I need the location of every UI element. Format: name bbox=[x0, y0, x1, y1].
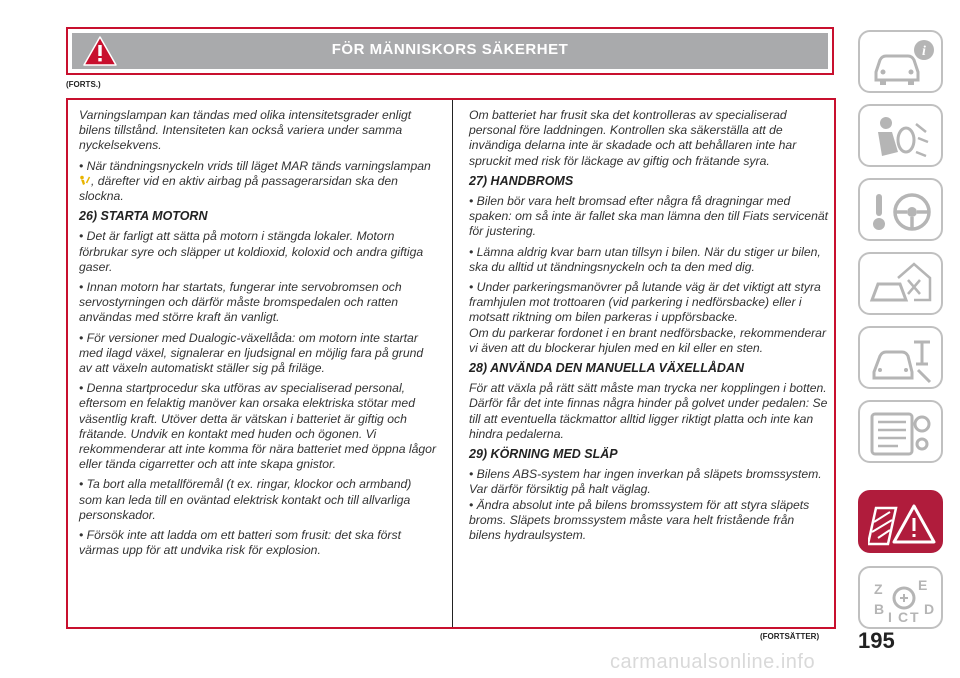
section-heading: 26) STARTA MOTORN bbox=[79, 209, 208, 224]
paragraph bbox=[79, 159, 437, 205]
page-number: 195 bbox=[858, 628, 895, 653]
paragraph: • För versioner med Dualogic-växellåda: om motorn inte startar med ilagd växel, signalerar en ljudsignal en möjlig fara på grund av att växeln automatiskt ställer sig på friläge. bbox=[79, 330, 424, 376]
paragraph: Varningslampan kan tändas med olika intensitetsgrader enligt bilens tillstånd. Intensiteten kan också variera under samma nyckelsekvens. bbox=[79, 108, 412, 153]
section-heading: 28) ANVÄNDA DEN MANUELLA VÄXELLÅDAN bbox=[469, 361, 745, 376]
side-tab-emergency[interactable] bbox=[858, 326, 943, 389]
svg-text:Z: Z bbox=[874, 581, 883, 597]
paragraph-text: • När tändningsnyckeln vrids till läget MAR tänds varningslampan bbox=[79, 158, 431, 173]
paragraph: • Ta bort alla metallföremål (t ex. ringar, klockor och armband) som kan leda till en oväntad elektrisk kontakt och till allvarliga personskador. bbox=[79, 477, 412, 522]
svg-text:D: D bbox=[924, 601, 935, 617]
side-tab-controls[interactable] bbox=[858, 178, 943, 241]
continues-label: (FORTSÄTTER) bbox=[760, 632, 820, 641]
paragraph-text: , därefter vid en aktiv airbag på passagerarsidan ska den slockna. bbox=[79, 173, 398, 204]
paragraph: • Denna startprocedur ska utföras av specialiserad personal, eftersom en felaktig manöver kan orsaka elektriska stötar med väsentlig kraft. Utöver detta är vätskan i batteriet är giftig och frätande. Undvik en kontakt med huden och ögonen. Vi rekommenderar att inte komma för nära batteriet med öppna lågor eller tända cigarretter och att inte skapa gnistor. bbox=[79, 381, 437, 472]
left-column bbox=[79, 108, 437, 563]
section-heading: 27) HANDBROMS bbox=[469, 173, 574, 188]
svg-text:E: E bbox=[918, 577, 928, 593]
paragraph: Om batteriet har frusit ska det kontrolleras av specialiserad personal före laddningen. Kontrollen ska säkerställa att de invändiga delarna inte är skadade och att behållaren inte har spruckit med risk för läckage av giftig och frätande syra. bbox=[469, 108, 797, 168]
svg-text:i: i bbox=[922, 44, 926, 59]
paragraph: • Lämna aldrig kvar barn utan tillsyn i bilen. När du stiger ur bilen, ska du alltid ut tändningsnyckeln och ta den med dig. bbox=[469, 244, 821, 274]
paragraph: • Bilens ABS-system har ingen inverkan på släpets bromssystem. Var därför försiktig på halt väglag. bbox=[469, 467, 822, 497]
passenger-airbag-warning-icon bbox=[79, 175, 91, 186]
paragraph: • Under parkeringsmanövrer på lutande väg är det viktigt att styra framhjulen mot trottoaren (vid parkering i nedförsbacke) eller i motsatt riktning om bilen parkeras i uppförsbacke. bbox=[469, 280, 821, 325]
column-divider bbox=[452, 100, 453, 627]
driver-airbag-icon bbox=[868, 112, 936, 162]
car-maintenance-icon bbox=[868, 334, 936, 384]
paragraph: • Bilen bör vara helt bromsad efter några få dragningar med spaken: om så inte är fallet ska man lämna den till Fiats servicenät för justering. bbox=[469, 194, 829, 239]
warning-safety-icon bbox=[868, 498, 936, 548]
right-column bbox=[469, 108, 829, 548]
svg-text:B: B bbox=[874, 601, 885, 617]
paragraph: För att växla på rätt sätt måste man trycka ner kopplingen i botten. Därför får det inte finnas några hinder på golvet under pedalen: Se till att eventuella täckmattor alltid ligger riktigt platta och inte kan hindra pedalerna. bbox=[469, 381, 828, 441]
paragraph: Om du parkerar fordonet i en brant nedförsbacke, rekommenderar vi även att du blockerar hjulen med en kil eller en sten. bbox=[469, 325, 827, 355]
svg-text:C: C bbox=[898, 609, 909, 624]
section-header-bar bbox=[72, 33, 828, 69]
side-tab-start-driving[interactable] bbox=[858, 252, 943, 315]
watermark: carmanualsonline.info bbox=[610, 651, 816, 673]
content-frame bbox=[66, 98, 836, 629]
paragraph: • Det är farligt att sätta på motorn i stängda lokaler. Motorn förbrukar syre och släpper ut koldioxid, koloxid och andra giftiga gaser. bbox=[79, 229, 424, 274]
technical-data-icon bbox=[868, 408, 936, 458]
page-title: FÖR MÄNNISKORS SÄKERHET bbox=[331, 41, 569, 58]
side-tab-technical-data[interactable] bbox=[858, 400, 943, 463]
side-tab-safety-airbag[interactable] bbox=[858, 104, 943, 167]
side-tab-safety-warnings[interactable] bbox=[858, 490, 943, 553]
paragraph: • Ändra absolut inte på bilens bromssystem för att styra släpets broms. Släpets bromssystem måste vara helt fristående från bilens hydraulsystem. bbox=[469, 497, 810, 543]
continued-label: (FORTS.) bbox=[66, 80, 101, 89]
car-info-icon bbox=[868, 38, 936, 88]
svg-text:I: I bbox=[888, 609, 892, 624]
paragraph: • Innan motorn har startats, fungerar inte servobromsen och servostyrningen och därför måste bromspedalen och ratten användas med större kraft än vanligt. bbox=[79, 280, 402, 325]
car-start-icon bbox=[868, 260, 936, 310]
paragraph: • Försök inte att ladda om ett batteri som frusit: det ska först värmas upp för att undvika risk för explosion. bbox=[79, 528, 401, 558]
svg-text:T: T bbox=[910, 609, 919, 624]
side-tab-index[interactable] bbox=[858, 566, 943, 629]
dashboard-controls-icon bbox=[868, 186, 936, 236]
section-heading: 29) KÖRNING MED SLÄP bbox=[469, 447, 618, 462]
side-tab-car-info[interactable] bbox=[858, 30, 943, 93]
index-icon bbox=[868, 574, 936, 624]
section-header bbox=[66, 27, 834, 75]
